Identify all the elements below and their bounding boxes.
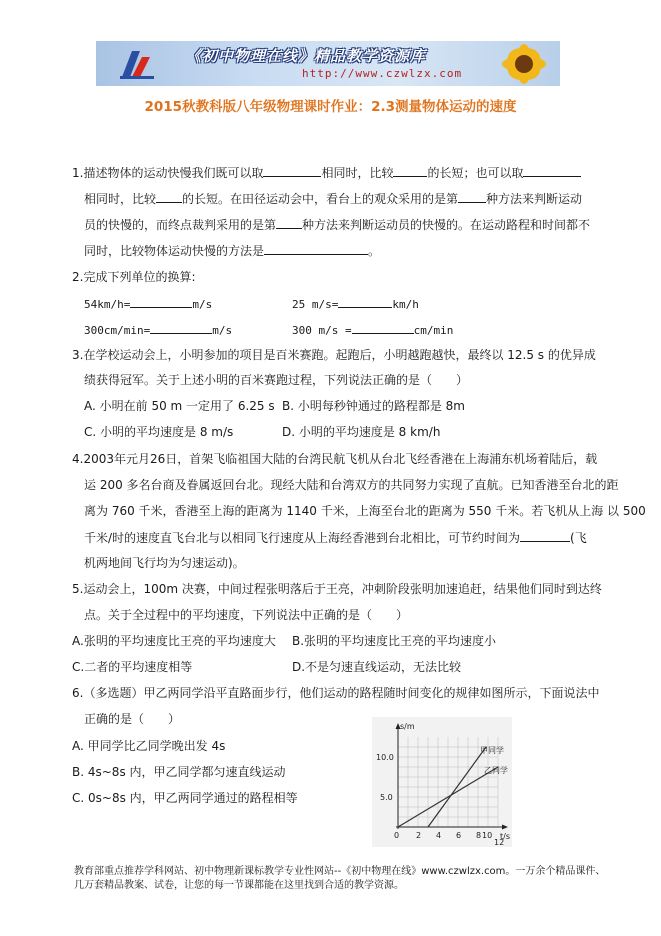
x-axis-label: t/s	[500, 832, 510, 841]
q3-option-b: B. 小明每秒钟通过的路程都是 8m	[282, 399, 466, 413]
q3-option-a: A. 小明在前 50 m 一定用了 6.25 s	[84, 399, 275, 413]
q3-line-1: 3.在学校运动会上，小明参加的项目是百米赛跑。起跑后，小明越跑越快，最终以 12.5 s 的优异成	[72, 348, 596, 362]
blank	[156, 191, 182, 203]
blank	[523, 165, 581, 177]
q5-option-a: A.张明的平均速度比王亮的平均速度大	[72, 634, 276, 648]
blank	[338, 296, 392, 308]
x-tick-2: 2	[416, 831, 422, 840]
q3-option-c: C. 小明的平均速度是 8 m/s	[84, 425, 234, 439]
q6-line-1: 6.（多选题）甲乙两同学沿平直路面步行，他们运动的路程随时间变化的规律如图所示，下面说法中	[72, 686, 600, 700]
q5-line-2: 点。关于全过程中的平均速度，下列说法中正确的是（ ）	[84, 608, 409, 622]
q6-line-2: 正确的是（ ）	[84, 712, 181, 726]
blank	[352, 322, 414, 334]
x-tick-8: 8	[476, 831, 482, 840]
x-tick-6: 6	[456, 831, 462, 840]
q5-line-1: 5.运动会上，100m 决赛，中间过程张明落后于王亮，冲刺阶段张明加速追赶，结果他们同时到达终	[72, 582, 602, 596]
legend-yi: 乙同学	[484, 766, 508, 775]
page-title: 2015秋教科版八年级物理课时作业：2.3测量物体运动的速度	[144, 99, 517, 115]
header-banner	[96, 41, 560, 86]
y-tick-5: 5.0	[380, 793, 393, 802]
blank	[276, 217, 302, 229]
q5-option-d: D.不是匀速直线运动，无法比较	[292, 660, 462, 674]
blank	[520, 530, 570, 542]
legend-jia: 甲同学	[480, 746, 504, 755]
banner-title: 《初中物理在线》精品教学资源库	[186, 47, 427, 65]
q1-line-1: 1.描述物体的运动快慢我们既可以取 相同时，比较 的长短；也可以取	[72, 165, 581, 180]
q1-line-4: 同时，比较物体运动快慢的方法是 。	[84, 244, 381, 258]
x-tick-0: 0	[394, 831, 400, 840]
q4-line-4: 千米/时的速度直飞台北与以相同飞行速度从上海经香港到台北相比，可节约时间为 (飞	[84, 531, 587, 545]
x-tick-4: 4	[436, 831, 442, 840]
x-tick-10: 10	[482, 831, 493, 840]
q3-option-d: D. 小明的平均速度是 8 km/h	[282, 425, 441, 439]
q6-option-c: C. 0s~8s 内，甲乙两同学通过的路程相等	[72, 791, 298, 805]
footer-line-1: 教育部重点推荐学科网站、初中物理新课标教学专业性网站--《初中物理在线》www.czwlzx.com。一万余个精品课件、	[74, 866, 606, 877]
q4-line-2: 运 200 多名台商及眷属返回台北。现经大陆和台湾双方的共同努力实现了直航。已知香港至台北的距	[84, 478, 619, 492]
q2-item-a2: 25 m/s= km/h	[292, 298, 419, 311]
blank	[264, 243, 368, 255]
q4-line-5: 机两地间飞行均为匀速运动)。	[84, 556, 245, 570]
sunflower-icon	[494, 43, 554, 85]
q1-line-3: 员的快慢的，而终点裁判采用的是第 种方法来判断运动员的快慢的。在运动路程和时间都不	[84, 218, 591, 232]
q2-title: 2.完成下列单位的换算:	[72, 270, 196, 284]
q3-line-2: 绩获得冠军。关于上述小明的百米赛跑过程，下列说法正确的是（ ）	[84, 373, 469, 387]
footer	[74, 865, 605, 893]
q6-option-b: B. 4s~8s 内，甲乙同学都匀速直线运动	[72, 765, 286, 779]
logo-icon	[118, 47, 158, 81]
y-axis-label: s/m	[400, 722, 415, 731]
blank	[393, 165, 427, 177]
q2-item-b1: 300cm/min= m/s	[84, 324, 233, 337]
q2-item-a1: 54km/h= m/s	[84, 298, 213, 311]
q5-option-c: C.二者的平均速度相等	[72, 660, 193, 674]
s-t-graph	[372, 717, 512, 847]
banner-url[interactable]: http://www.czwlzx.com	[302, 67, 463, 80]
q1-line-2: 相同时，比较 的长短。在田径运动会中，看台上的观众采用的是第 种方法来判断运动	[84, 192, 583, 206]
blank	[150, 322, 212, 334]
y-tick-10: 10.0	[376, 753, 394, 762]
blank	[130, 296, 192, 308]
q4-line-1: 4.2003年元月26日，首架飞临祖国大陆的台湾民航飞机从台北飞经香港在上海浦东机场着陆后，载	[72, 452, 598, 466]
blank	[458, 191, 486, 203]
q4-line-3: 离为 760 千米，香港至上海的距离为 1140 千米，上海至台北的距离为 550 千米。若飞机从上海 以 500	[84, 504, 646, 518]
q5-option-b: B.张明的平均速度比王亮的平均速度小	[292, 634, 497, 648]
q6-option-a: A. 甲同学比乙同学晚出发 4s	[72, 739, 226, 753]
x-tick-12: 12	[494, 838, 505, 847]
blank	[263, 165, 321, 177]
q2-item-b2: 300 m/s = cm/min	[292, 324, 454, 337]
footer-line-2: 几万套精品教案、试卷，让您的每一节课都能在这里找到合适的教学资源。	[74, 880, 404, 891]
